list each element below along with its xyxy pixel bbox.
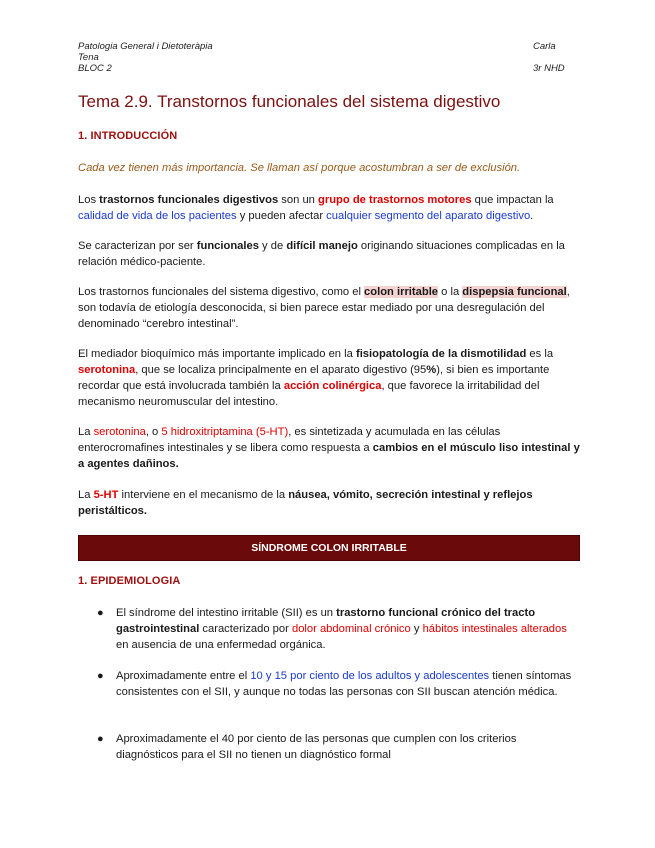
section-heading-introduccion: 1. INTRODUCCIÓN [78,130,178,142]
intro-note: Cada vez tienen más importancia. Se llaman así porque acostumbran a ser de exclusión. [78,162,521,174]
header-name: Tena [78,52,99,63]
paragraph-2: Se caracterizan por ser funcionales y de difícil manejo originando situaciones complicadas en la relación médico-paciente. [78,240,565,268]
paragraph-1: Los trastornos funcionales digestivos son un grupo de trastornos motores que impactan la calidad de vida de los pacientes y pueden afectar cualquier segmento del aparato digestivo. [78,194,554,222]
paragraph-5: La serotonina, o 5 hidroxitriptamina (5-HT), es sintetizada y acumulada en las células enterocromafines intestinales y se libera como respuesta a cambios en el músculo liso intestinal y a agentes dañinos. [78,426,580,470]
paragraph-6: La 5-HT interviene en el mecanismo de la náusea, vómito, secreción intestinal y reflejos peristálticos. [78,489,533,517]
bullet-item-2: Aproximadamente entre el 10 y 15 por ciento de los adultos y adolescentes tienen síntomas consistentes con el SII, y aunque no todas las personas con SII buscan atención médica. [116,670,572,698]
page-title: Tema 2.9. Transtornos funcionales del sistema digestivo [78,92,501,111]
paragraph-4: El mediador bioquímico más importante implicado en la fisiopatología de la dismotilidad es la serotonina, que se localiza principalmente en el aparato digestivo (95%), si bien es importante recordar que está involucrada también la acción colinérgica, que favorece la irritabilidad del mecanismo neuromuscular del intestino. [78,348,554,408]
header-bloc: BLOC 2 [78,63,112,74]
section-heading-epidemiologia: 1. EPIDEMIOLOGIA [78,575,181,587]
header-course: Patologia General i Dietoteràpia [78,41,213,52]
bullet-icon: ● [97,670,104,682]
paragraph-3: Los trastornos funcionales del sistema digestivo, como el colon irritable o la dispepsia funcional, son todavía de etiología desconocida, si bien parece estar mediado por una desregulación del denominado “cerebro intestinal”. [78,286,570,330]
header-right [533,41,565,74]
header-left [78,41,213,74]
bullet-item-3: Aproximadamente el 40 por ciento de las personas que cumplen con los criterios diagnósticos para el SII no tienen un diagnóstico formal [116,733,517,761]
header-group: 3r NHD [533,63,565,74]
bullet-icon: ● [97,733,104,745]
bullet-item-1: El síndrome del intestino irritable (SII) es un trastorno funcional crónico del tracto gastrointestinal caracterizado por dolor abdominal crónico y hábitos intestinales alterados en ausencia de una enfermedad orgánica. [116,607,567,651]
header-author: Carla [533,41,556,52]
bullet-icon: ● [97,607,104,619]
section-banner: SÍNDROME COLON IRRITABLE [78,535,580,561]
